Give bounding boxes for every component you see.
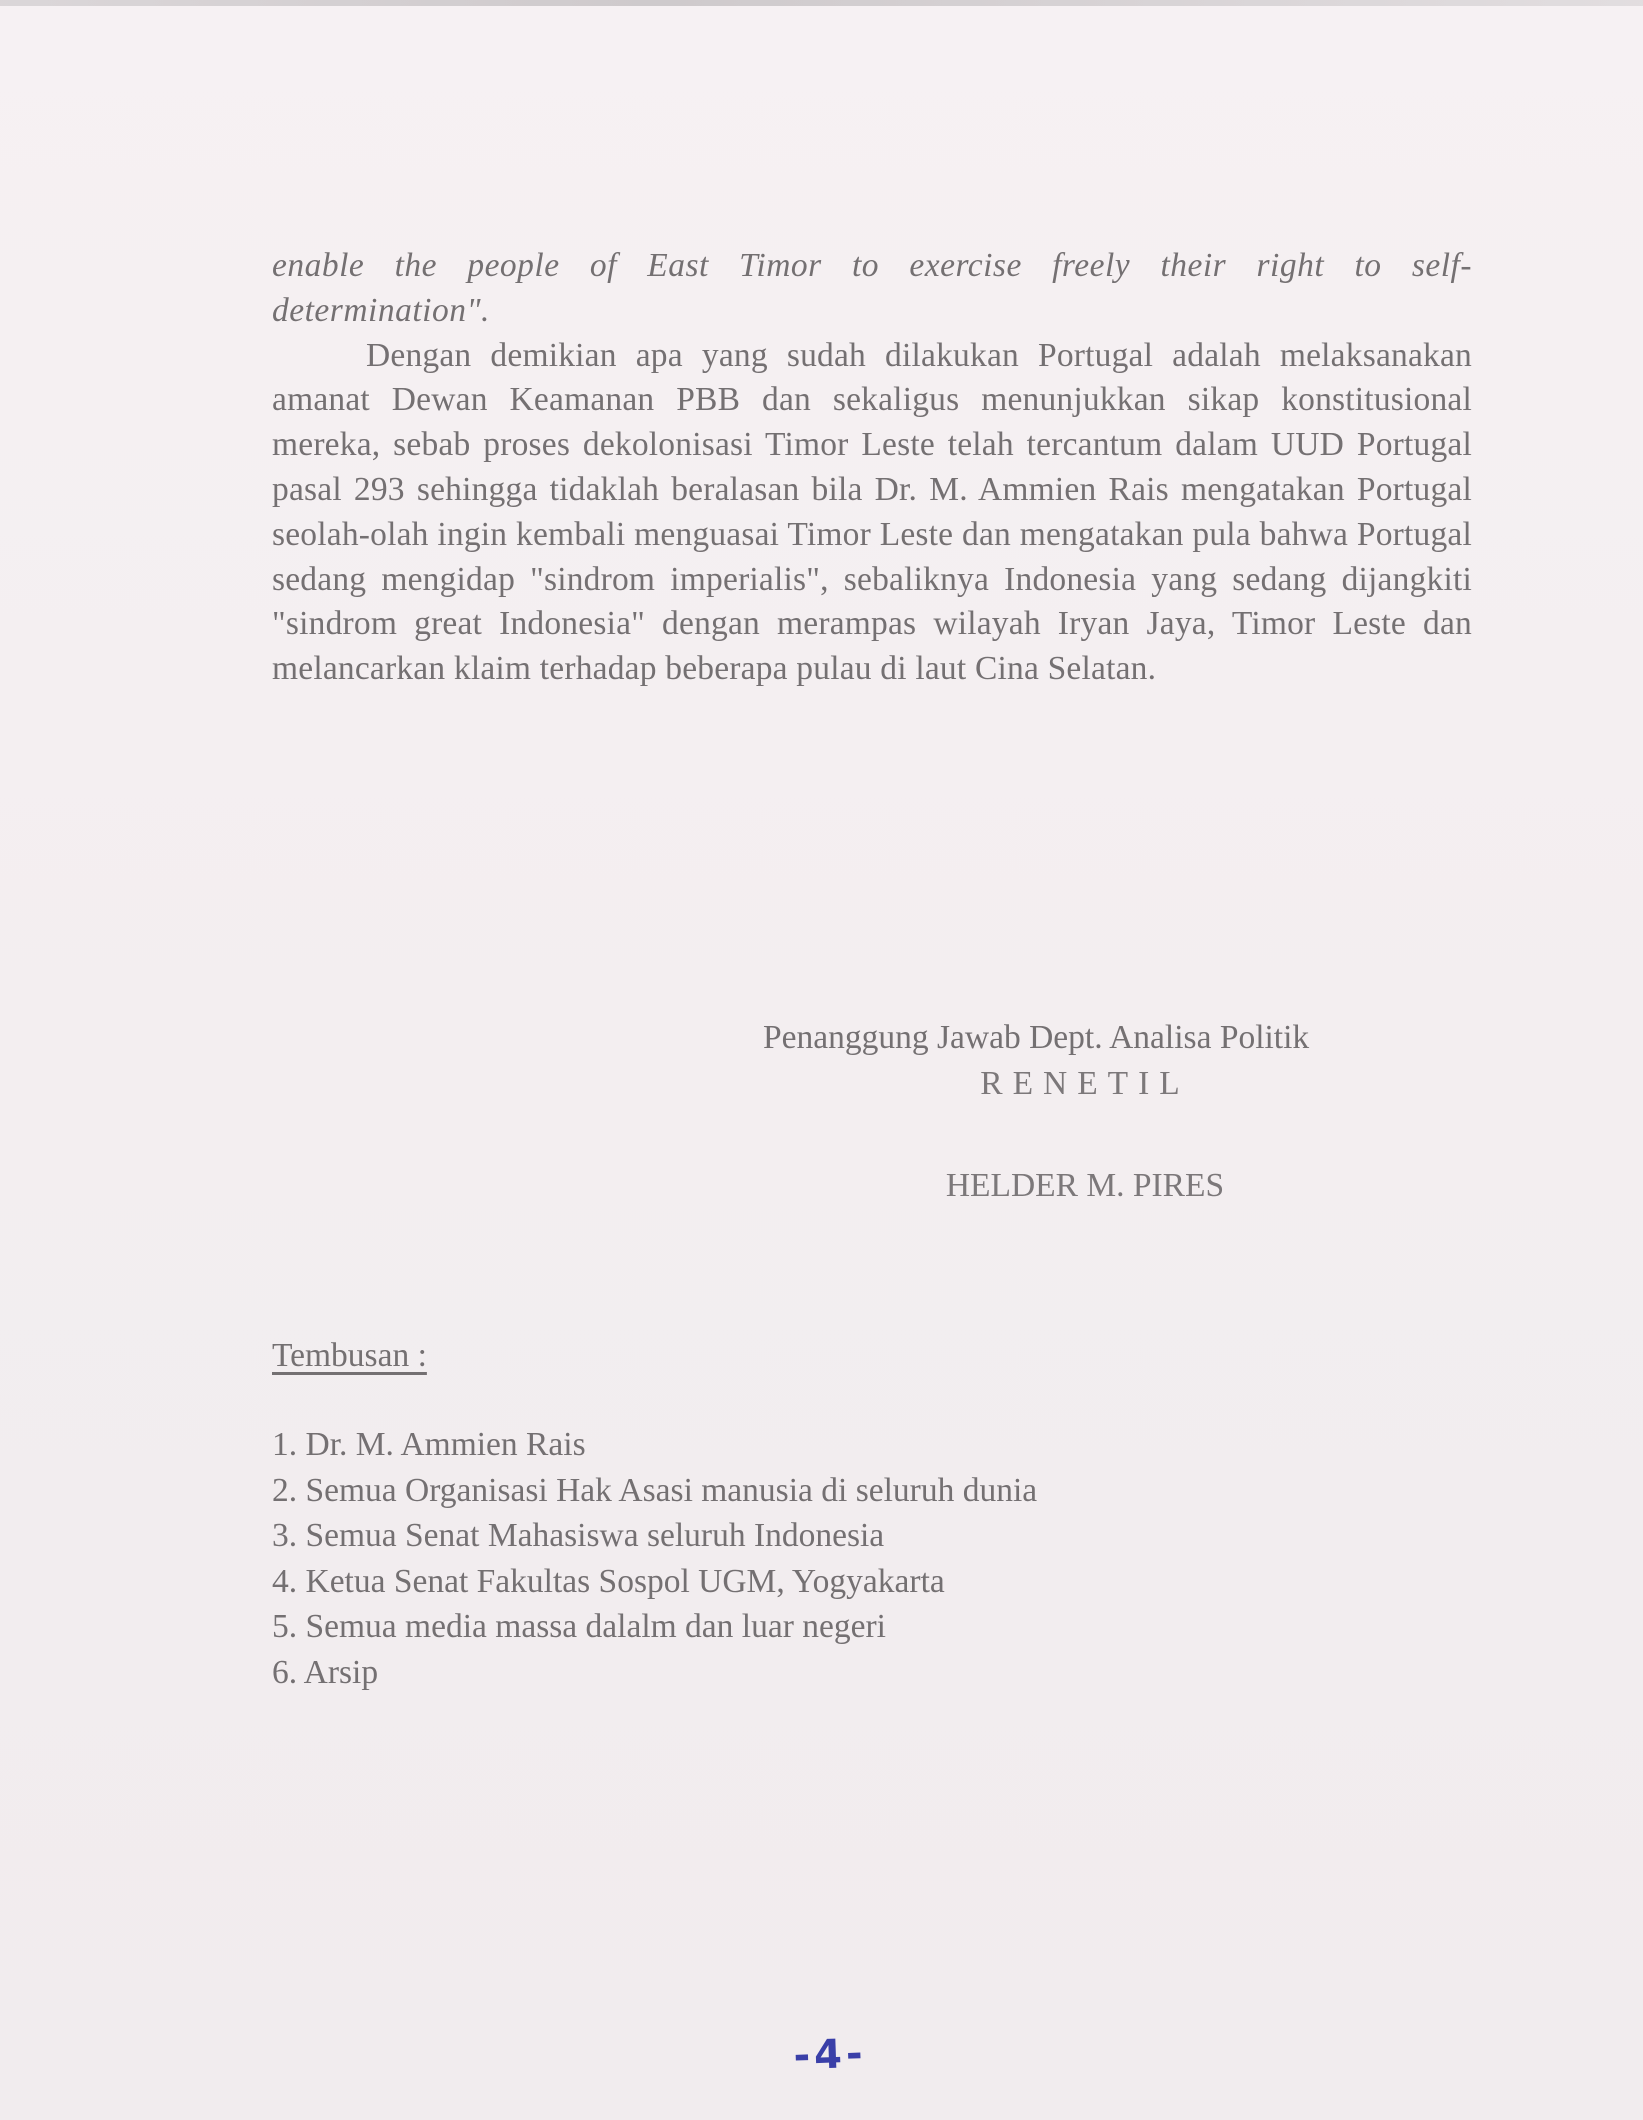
list-item: 5. Semua media massa dalalm dan luar negeri xyxy=(272,1608,886,1646)
quote-line: enable the people of East Timor to exercise freely their right to self- xyxy=(272,247,1472,284)
list-item: 1. Dr. M. Ammien Rais xyxy=(272,1426,586,1463)
main-paragraph: Dengan demikian apa yang sudah dilakukan Portugal adalah melaksanakan amanat Dewan Keamanan PBB dan sekaligus menunjukkan sikap konstitusional mereka, sebab proses dekolonisasi Timor Leste telah tercantum dalam UUD Portugal pasal 293 sehingga tidaklah beralasan bila Dr. M. Ammien Rais mengatakan Portugal seolah-olah ingin kembali menguasai Timor Leste dan mengatakan pula bahwa Portugal sedang mengidap "sindrom imperialis", sebaliknya Indonesia yang sedang dijangkiti "sindrom great Indonesia" dengan merampas wilayah Iryan Jaya, Timor Leste dan melancarkan klaim terhadap beberapa pulau di laut Cina Selatan. xyxy=(272,336,1472,688)
list-item: 3. Semua Senat Mahasiswa seluruh Indonesia xyxy=(272,1517,885,1555)
page-number: -4- xyxy=(792,2030,868,2080)
list-item: 4. Ketua Senat Fakultas Sospol UGM, Yogyakarta xyxy=(272,1562,945,1600)
list-item: 6. Arsip xyxy=(272,1653,379,1691)
list-item: 2. Semua Organisasi Hak Asasi manusia di seluruh dunia xyxy=(272,1471,1038,1509)
quote-line: determination". xyxy=(272,291,490,329)
page-top-edge xyxy=(0,0,1643,6)
tembusan-title: Tembusan : xyxy=(272,1337,427,1374)
signature-title: Penanggung Jawab Dept. Analisa Politik xyxy=(763,1019,1310,1056)
signature-name: HELDER M. PIRES xyxy=(945,1167,1225,1204)
tembusan-list xyxy=(272,1422,1037,1696)
signature-organization: RENETIL xyxy=(980,1065,1190,1102)
body-text xyxy=(272,244,1472,692)
